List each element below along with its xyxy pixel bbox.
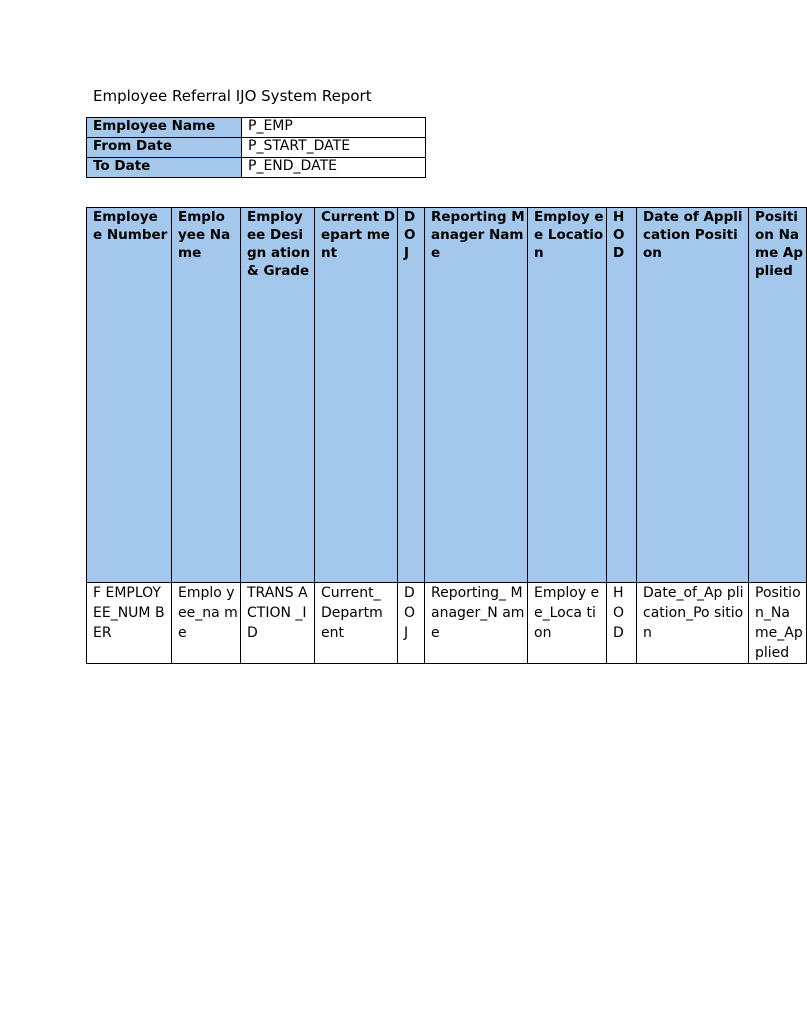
cell-doj: D O J	[398, 583, 425, 664]
header-doj: D O J	[398, 208, 425, 583]
cell-position-name-applied: Position_Na me_Applied	[749, 583, 807, 664]
param-row-employee-name	[87, 118, 426, 138]
header-reporting-manager: Reporting Manager Name	[425, 208, 528, 583]
header-current-department: Current Depart ment	[315, 208, 398, 583]
employee-report-table	[86, 207, 807, 664]
report-title: Employee Referral IJO System Report	[93, 87, 372, 105]
header-employee-number: Employe e Number	[87, 208, 172, 583]
param-value: P_START_DATE	[242, 138, 426, 158]
parameters-table	[86, 117, 426, 178]
cell-reporting-manager: Reporting_ Manager_N ame	[425, 583, 528, 664]
header-position-name-applied: Position Name Applied	[749, 208, 807, 583]
param-label: From Date	[87, 138, 242, 158]
cell-employee-location: Employ ee_Loca tion	[528, 583, 607, 664]
table-header-row	[87, 208, 807, 583]
cell-date-of-application: Date_of_Ap plication_Po sition	[637, 583, 749, 664]
param-label: To Date	[87, 158, 242, 178]
cell-transaction-id: TRANS ACTION _ID	[241, 583, 315, 664]
param-value: P_EMP	[242, 118, 426, 138]
param-value: P_END_DATE	[242, 158, 426, 178]
param-row-from-date	[87, 138, 426, 158]
cell-hod: H O D	[607, 583, 637, 664]
header-employee-location: Employ ee Locatio n	[528, 208, 607, 583]
cell-employee-number: F EMPLOY EE_NUM BER	[87, 583, 172, 664]
header-designation-grade: Employ ee Design ation & Grade	[241, 208, 315, 583]
header-hod: H O D	[607, 208, 637, 583]
header-date-of-application: Date of Application Position	[637, 208, 749, 583]
cell-employee-name: Emplo yee_na me	[172, 583, 241, 664]
cell-current-department: Current_ Departm ent	[315, 583, 398, 664]
table-row	[87, 583, 807, 664]
param-row-to-date	[87, 158, 426, 178]
param-label: Employee Name	[87, 118, 242, 138]
header-employee-name: Emplo yee Name	[172, 208, 241, 583]
